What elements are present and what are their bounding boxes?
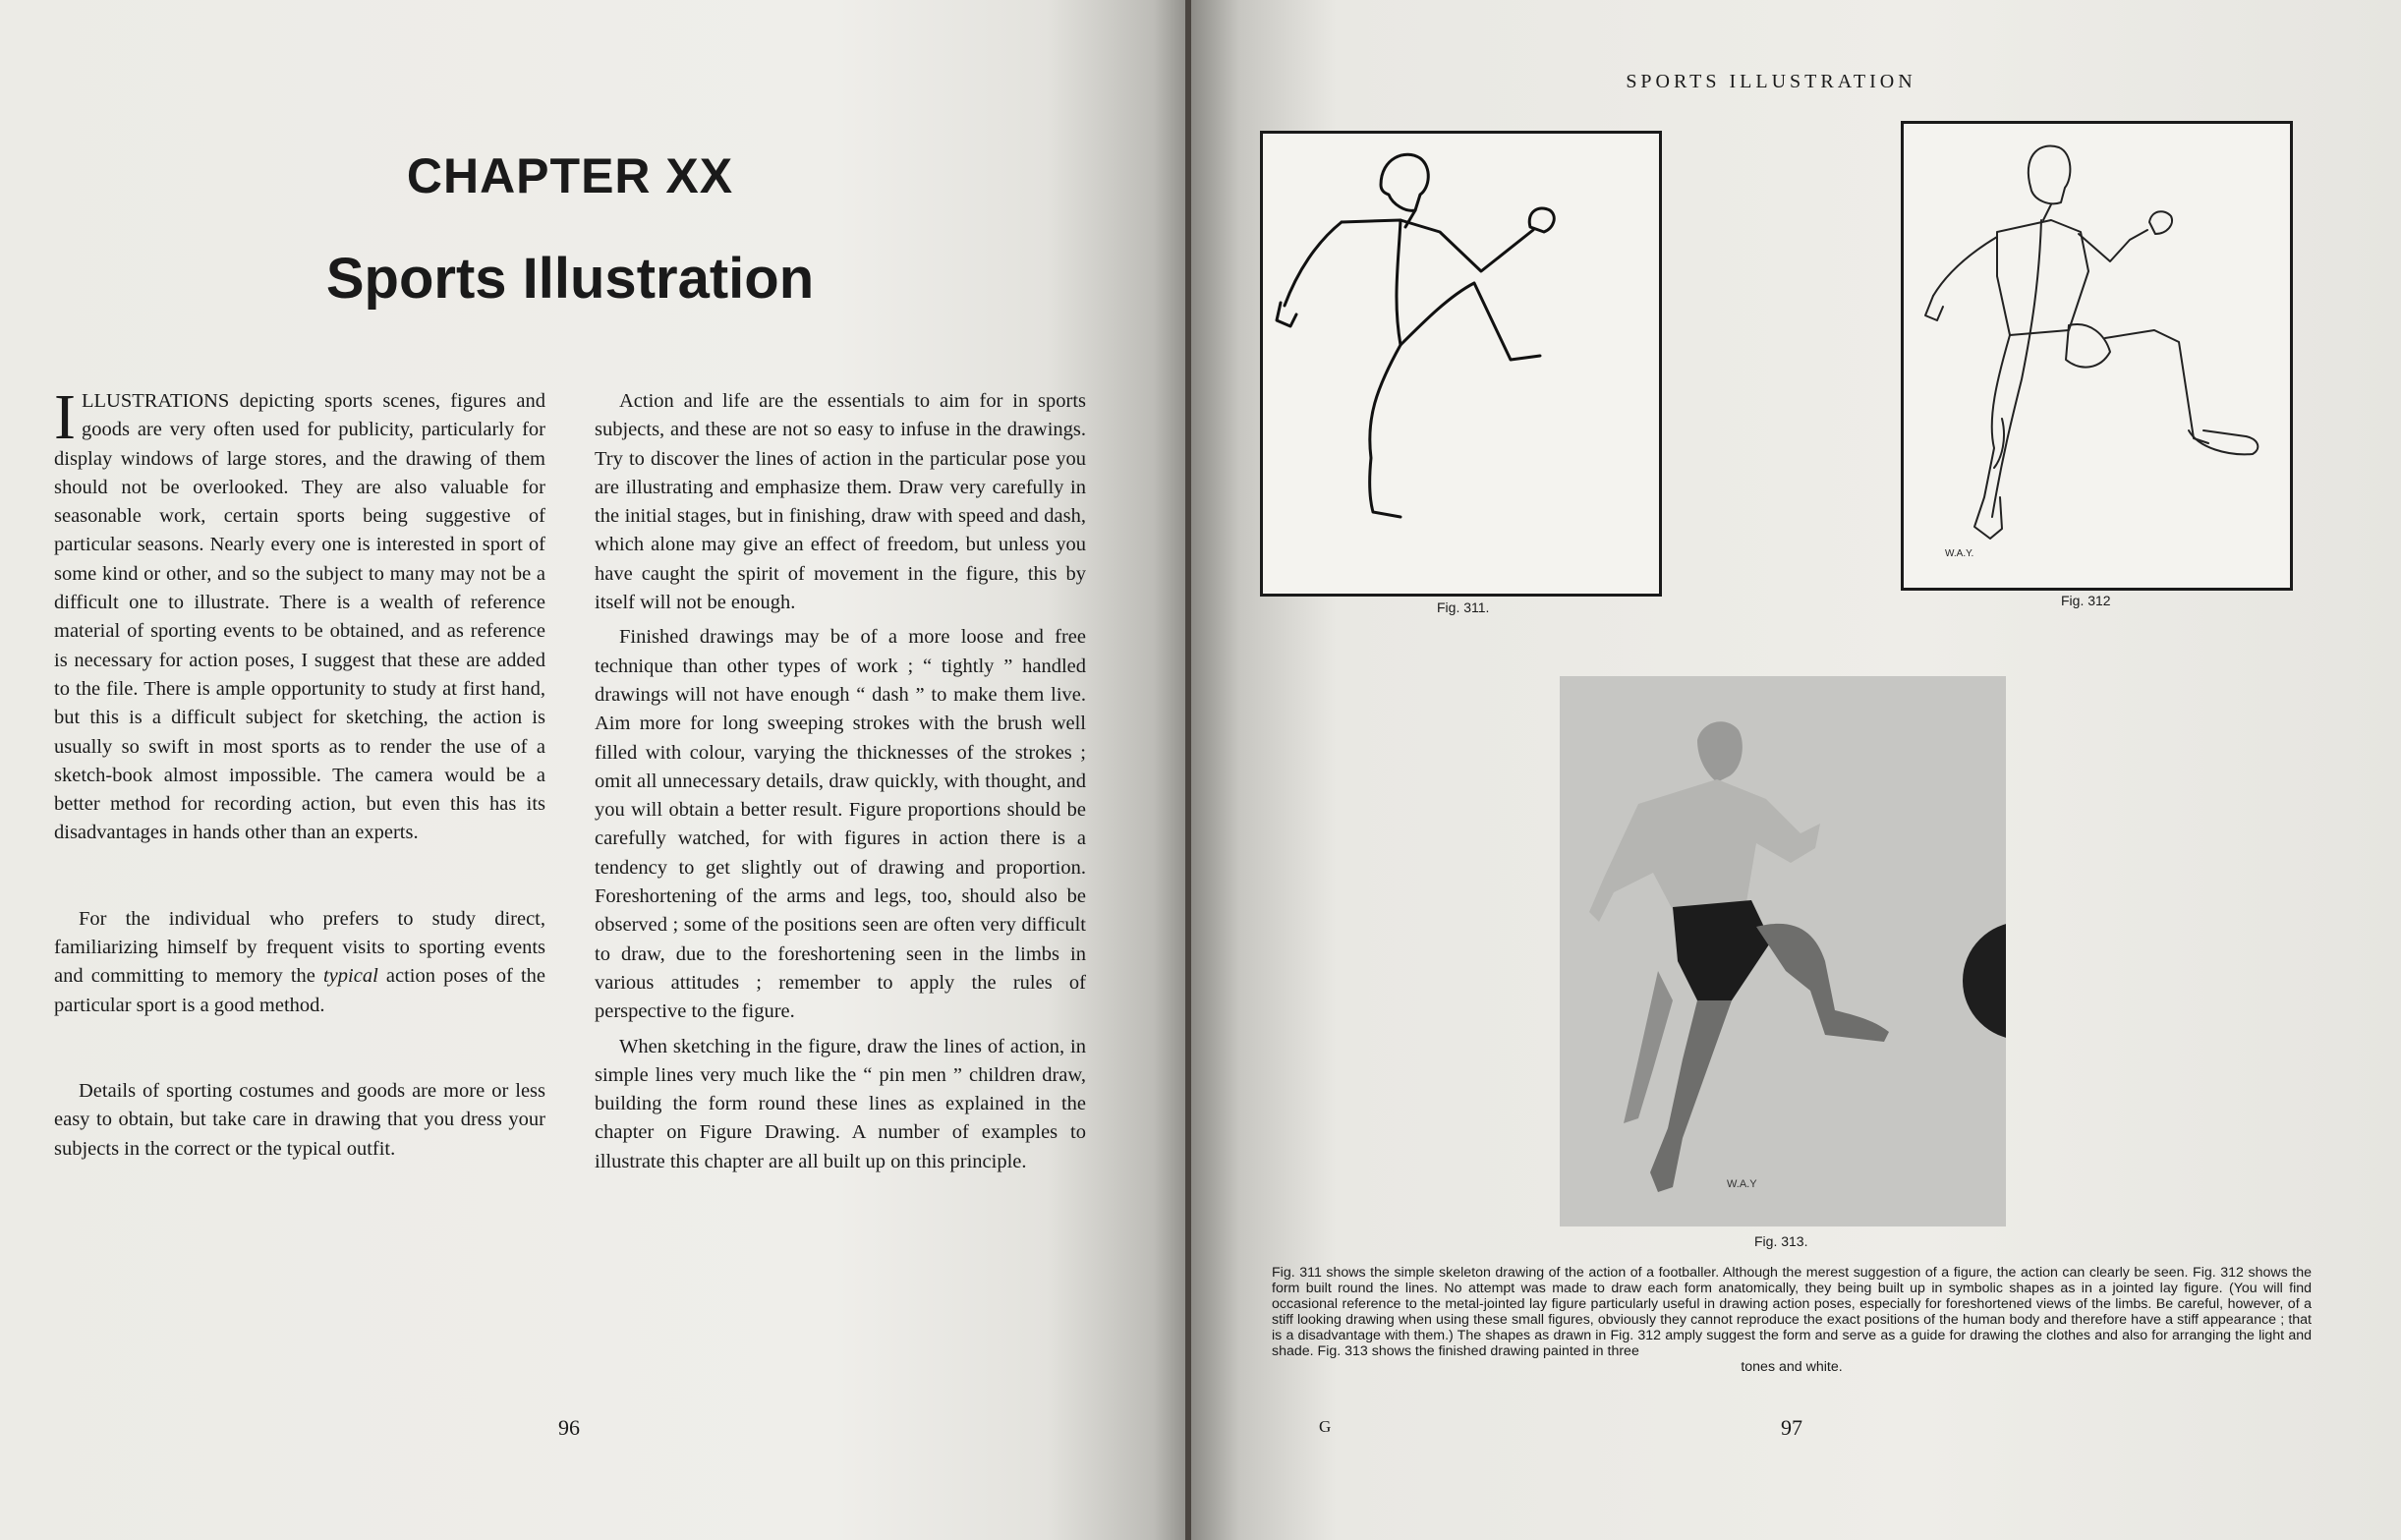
- paragraph-intro-text: LLUSTRATIONS depicting sports scenes, figures and goods are very often used for publicity, particularly for display windows of large stores, and the drawing of them should not be overlooked. They are also valuable for seasonable work, certain sports being suggestive of particular seasons. Nearly every one is interested in sport of some kind or other, and so the subject to many may not be a difficult one to illustrate. There is a wealth of reference material of sporting events to be obtained, and as reference is necessary for action poses, I suggest that these are added to the file. There is ample opportunity to study at first hand, but this is a difficult subject for sketching, the action is usually so swift in most sports as to render the use of a sketch-book almost impossible. The camera would be a better method for recording action, but even this has its disadvantages in hands other than an experts.: [54, 390, 545, 844]
- text-column-right: [595, 387, 1086, 1182]
- paragraph-intro: [54, 381, 545, 848]
- figure-312-label: Fig. 312: [2061, 593, 2111, 608]
- artist-mark-312: W.A.Y.: [1945, 548, 1974, 559]
- signature-letter: G: [1319, 1417, 1332, 1436]
- caption-main-text: Fig. 311 shows the simple skeleton drawing of the action of a footballer. Although the merest suggestion of a figure, the action can clearly be seen. Fig. 312 shows the form built round the lines. No attempt was made to draw each form anatomically, they being built up in symbolic shapes as in a jointed lay figure. (You will find occasional reference to the metal-jointed lay figure particularly useful in drawing action poses, especially for foreshortened views of the limbs. Be careful, however, of a stiff looking drawing when using these small figures, obviously they cannot reproduce the exact positions of the human body and therefore have a stiff appearance ; that is a disadvantage with them.) The shapes as drawn in Fig. 312 amply suggest the form and serve as a guide for drawing the clothes and also for arranging the light and shade. Fig. 313 shows the finished drawing painted in three: [1272, 1265, 2312, 1359]
- figure-311-frame: [1260, 131, 1662, 597]
- figure-313-painted-footballer: [1560, 676, 2006, 1226]
- paragraph-study-direct: For the individual who prefers to study direct, familiarizing himself by frequent visits to sporting events and committing to memory the typical action poses of the particular sport is a good method.: [54, 907, 545, 1016]
- caption-last-line: tones and white.: [1741, 1359, 1843, 1375]
- figure-311-label: Fig. 311.: [1437, 599, 1490, 615]
- right-page: [1191, 0, 2401, 1540]
- italic-typical: typical: [322, 965, 378, 988]
- figure-311-skeleton-drawing: [1263, 134, 1659, 594]
- figure-313-frame: [1560, 676, 2006, 1226]
- paragraph-costumes: Details of sporting costumes and goods are more or less easy to obtain, but take care in drawing that you dress your subjects in the correct or the typical outfit.: [54, 1079, 545, 1160]
- running-head: SPORTS ILLUSTRATION: [1626, 71, 1916, 92]
- page-number-right: 97: [1781, 1415, 1802, 1440]
- page-number-left: 96: [558, 1415, 580, 1440]
- chapter-title: Sports Illustration: [325, 247, 815, 311]
- paragraph-action-life: Action and life are the essentials to aim for in sports subjects, and these are not so easy to infuse in the drawings. Try to discover the lines of action in the particular pose you are illustrating and emphasize them. Draw very carefully in the initial stages, but in finishing, draw with speed and dash, which alone may give an effect of freedom, but unless you have caught the spirit of movement in the figure, this by itself will not be enough.: [595, 390, 1086, 614]
- figure-312-frame: [1901, 121, 2293, 591]
- chapter-number: CHAPTER XX: [406, 148, 734, 203]
- text-column-left: [54, 381, 545, 1164]
- drop-cap: I: [54, 381, 76, 453]
- paragraph-sketching: When sketching in the figure, draw the lines of action, in simple lines very much like the “ pin men ” children draw, building the form round these lines as explained in the chapter on Figure Drawing. A number of examples to illustrate this chapter are all built up on this principle.: [595, 1035, 1086, 1172]
- artist-mark-313: W.A.Y: [1727, 1178, 1757, 1190]
- paragraph-finished-drawings: Finished drawings may be of a more loose and free technique than other types of work ; “ tightly ” handled drawings will not have enough “ dash ” to make them live. Aim more for long sweeping strokes with the brush well filled with colour, varying the thicknesses of the strokes ; omit all unnecessary details, draw quickly, with thought, and you will obtain a better result. Figure proportions should be carefully watched, for with figures in action there is a tendency to get slightly out of drawing and proportion. Foreshortening of the arms and legs, too, should also be observed ; some of the positions seen are often very difficult to draw, due to the foreshortening seen in the limbs in various attitudes ; remember to apply the rules of perspective to the figure.: [595, 626, 1086, 1023]
- figure-312-form-drawing: [1904, 124, 2290, 588]
- figure-313-label: Fig. 313.: [1754, 1233, 1808, 1249]
- left-page: [0, 0, 1189, 1540]
- figure-caption-block: [1272, 1265, 2312, 1375]
